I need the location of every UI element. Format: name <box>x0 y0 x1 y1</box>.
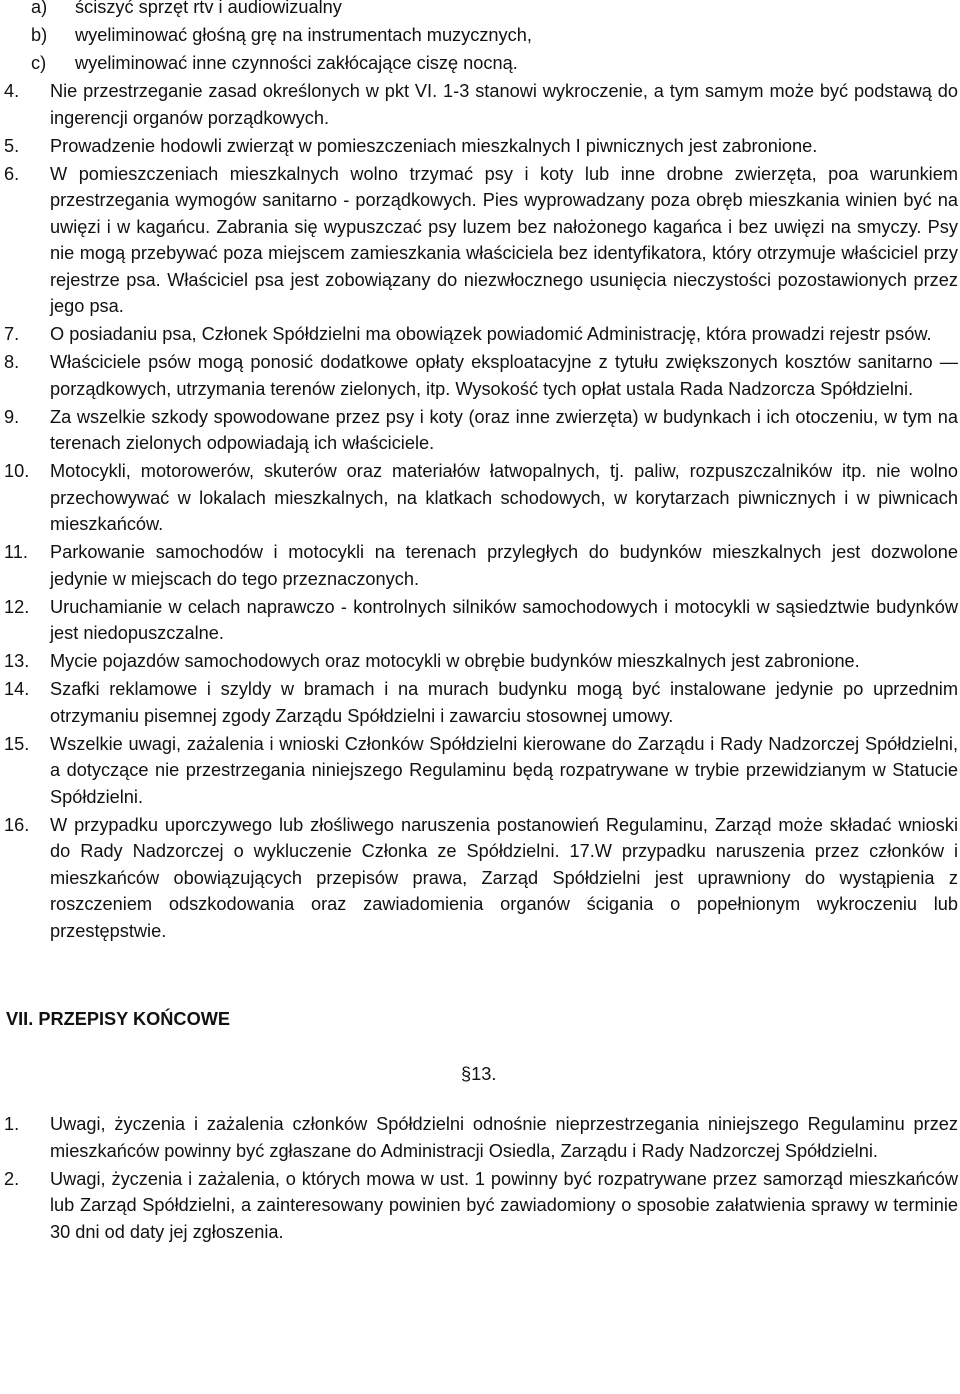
item-number: 15. <box>4 733 30 754</box>
item-text: W przypadku uporczywego lub złośliwego naruszenia postanowień Regulaminu, Zarząd może składać wnioski do Rady Nadzorczej o wykluczenie Członka ze Spółdzielni. 17.W przypadku naruszenia przez członków i mieszkańców obowiązujących przepisów prawa, Zarząd Spółdzielni jest uprawniony do wystąpienia z roszczeniem odszkodowania oraz zawiadomienia organów ścigania o popełnionym wykroczeniu lub przestępstwie. <box>50 814 958 941</box>
list-item-10 <box>0 458 960 538</box>
item-label: a) <box>31 0 48 17</box>
item-number: 6. <box>4 163 20 184</box>
list-item-13 <box>0 648 960 675</box>
item-number: 10. <box>4 461 30 481</box>
spacer <box>0 1087 960 1111</box>
item-text: Wszelkie uwagi, zażalenia i wnioski Członków Spółdzielni kierowane do Zarządu i Rady Nadzorczej Spółdzielni, a dotyczące nie przestrzegania niniejszego Regulaminu będą rozpatrywane w trybie przewidzianym w Statucie Spółdzielni. <box>50 733 958 807</box>
item-text: Prowadzenie hodowli zwierząt w pomieszczeniach mieszkalnych I piwnicznych jest zabronione. <box>50 135 818 156</box>
list-item-16 <box>0 812 960 945</box>
item-number: 5. <box>4 135 20 156</box>
item-number: 12. <box>4 596 30 617</box>
item-number: 13. <box>4 651 30 671</box>
list-item-9 <box>0 404 960 457</box>
list-item-5 <box>0 133 960 160</box>
item-text: Uwagi, życzenia i zażalenia, o których mowa w ust. 1 powinny być rozpatrywane przez samorząd mieszkańców lub Zarząd Spółdzielni, a zainteresowany powinien być zawiadomiony o sposobie załatwienia sprawy w terminie 30 dni od daty jej zgłoszenia. <box>50 1168 958 1242</box>
item-number: 2. <box>4 1168 20 1189</box>
list-item-11 <box>0 539 960 592</box>
item-text: Właściciele psów mogą ponosić dodatkowe opłaty eksploatacyjne z tytułu zwiększonych kosztów sanitarno — porządkowych, utrzymania terenów zielonych, itp. Wysokość tych opłat ustala Rada Nadzorcza Spółdzielni. <box>50 352 958 399</box>
item-text: O posiadaniu psa, Członek Spółdzielni ma obowiązek powiadomić Administrację, która prowadzi rejestr psów. <box>50 324 932 344</box>
sub-item-c <box>0 50 960 77</box>
list-item-7 <box>0 321 960 348</box>
item-text: Mycie pojazdów samochodowych oraz motocykli w obrębie budynków mieszkalnych jest zabronione. <box>50 651 860 671</box>
paragraph-mark: §13. <box>461 1063 497 1084</box>
item-text: Uruchamianie w celach naprawczo - kontrolnych silników samochodowych i motocykli w sąsiedztwie budynków jest niedopuszczalne. <box>50 596 958 643</box>
item-label: b) <box>31 25 48 45</box>
item-text: wyeliminować inne czynności zakłócające ciszę nocną. <box>75 53 518 73</box>
item-number: 8. <box>4 352 20 372</box>
list-item-8 <box>0 349 960 402</box>
item-number: 1. <box>4 1114 20 1134</box>
item-number: 14. <box>4 679 30 699</box>
section-heading: VII. PRZEPISY KOŃCOWE <box>6 1009 231 1029</box>
item-number: 11. <box>4 542 28 562</box>
list-item-12 <box>0 594 960 647</box>
item-text: ściszyć sprzęt rtv i audiowizualny <box>75 0 342 17</box>
sub-item-b <box>0 22 960 49</box>
final-item-2 <box>0 1166 960 1246</box>
item-number: 16. <box>4 814 30 835</box>
item-text: wyeliminować głośną grę na instrumentach muzycznych, <box>75 25 532 45</box>
item-text: Szafki reklamowe i szyldy w bramach i na murach budynku mogą być instalowane jedynie po uprzednim otrzymaniu pisemnej zgody Zarządu Spółdzielni i zawarciu stosownej umowy. <box>50 679 958 726</box>
final-item-1 <box>0 1111 960 1164</box>
list-item-4 <box>0 78 960 131</box>
item-number: 9. <box>4 406 20 427</box>
list-item-6 <box>0 161 960 320</box>
item-text: Uwagi, życzenia i zażalenia członków Spółdzielni odnośnie nieprzestrzegania niniejszego Regulaminu przez mieszkańców powinny być zgłaszane do Administracji Osiedla, Zarządu i Rady Nadzorczej Spółdzielni. <box>50 1114 958 1161</box>
item-text: Nie przestrzeganie zasad określonych w pkt VI. 1-3 stanowi wykroczenie, a tym samym może być podstawą do ingerencji organów porządkowych. <box>50 81 958 128</box>
item-text: Za wszelkie szkody spowodowane przez psy i koty (oraz inne zwierzęta) w budynkach i ich otoczeniu, w tym na terenach zielonych odpowiadają ich właściciele. <box>50 406 958 453</box>
item-number: 7. <box>4 324 20 344</box>
item-text: Parkowanie samochodów i motocykli na terenach przyległych do budynków mieszkalnych jest dozwolone jedynie w miejscach do tego przeznaczonych. <box>50 542 958 589</box>
list-item-15 <box>0 731 960 811</box>
item-number: 4. <box>4 81 20 101</box>
item-label: c) <box>31 53 47 73</box>
list-item-14 <box>0 676 960 729</box>
sub-item-a <box>0 0 960 21</box>
item-text: Motocykli, motorowerów, skuterów oraz materiałów łatwopalnych, tj. paliw, rozpuszczalników itp. nie wolno przechowywać w lokalach mieszkalnych, na klatkach schodowych, w korytarzach piwnicznych i w piwnicach mieszkańców. <box>50 461 958 534</box>
item-text: W pomieszczeniach mieszkalnych wolno trzymać psy i koty lub inne drobne zwierzęta, poa warunkiem przestrzegania wymogów sanitarno - porządkowych. Pies wyprowadzany poza obręb mieszkania winien być na uwięzi i w kagańcu. Zabrania się wypuszczać psy luzem bez nałożonego kagańca i bez uwięzi na smyczy. Psy nie mogą przebywać poza miejscem zamieszkania właściciela bez identyfikatora, który otrzymuje właściciel przy rejestrze psa. Właściciel psa jest zobowiązany do niezwłocznego usunięcia nieczystości pozostawionych przez jego psa. <box>50 163 958 316</box>
